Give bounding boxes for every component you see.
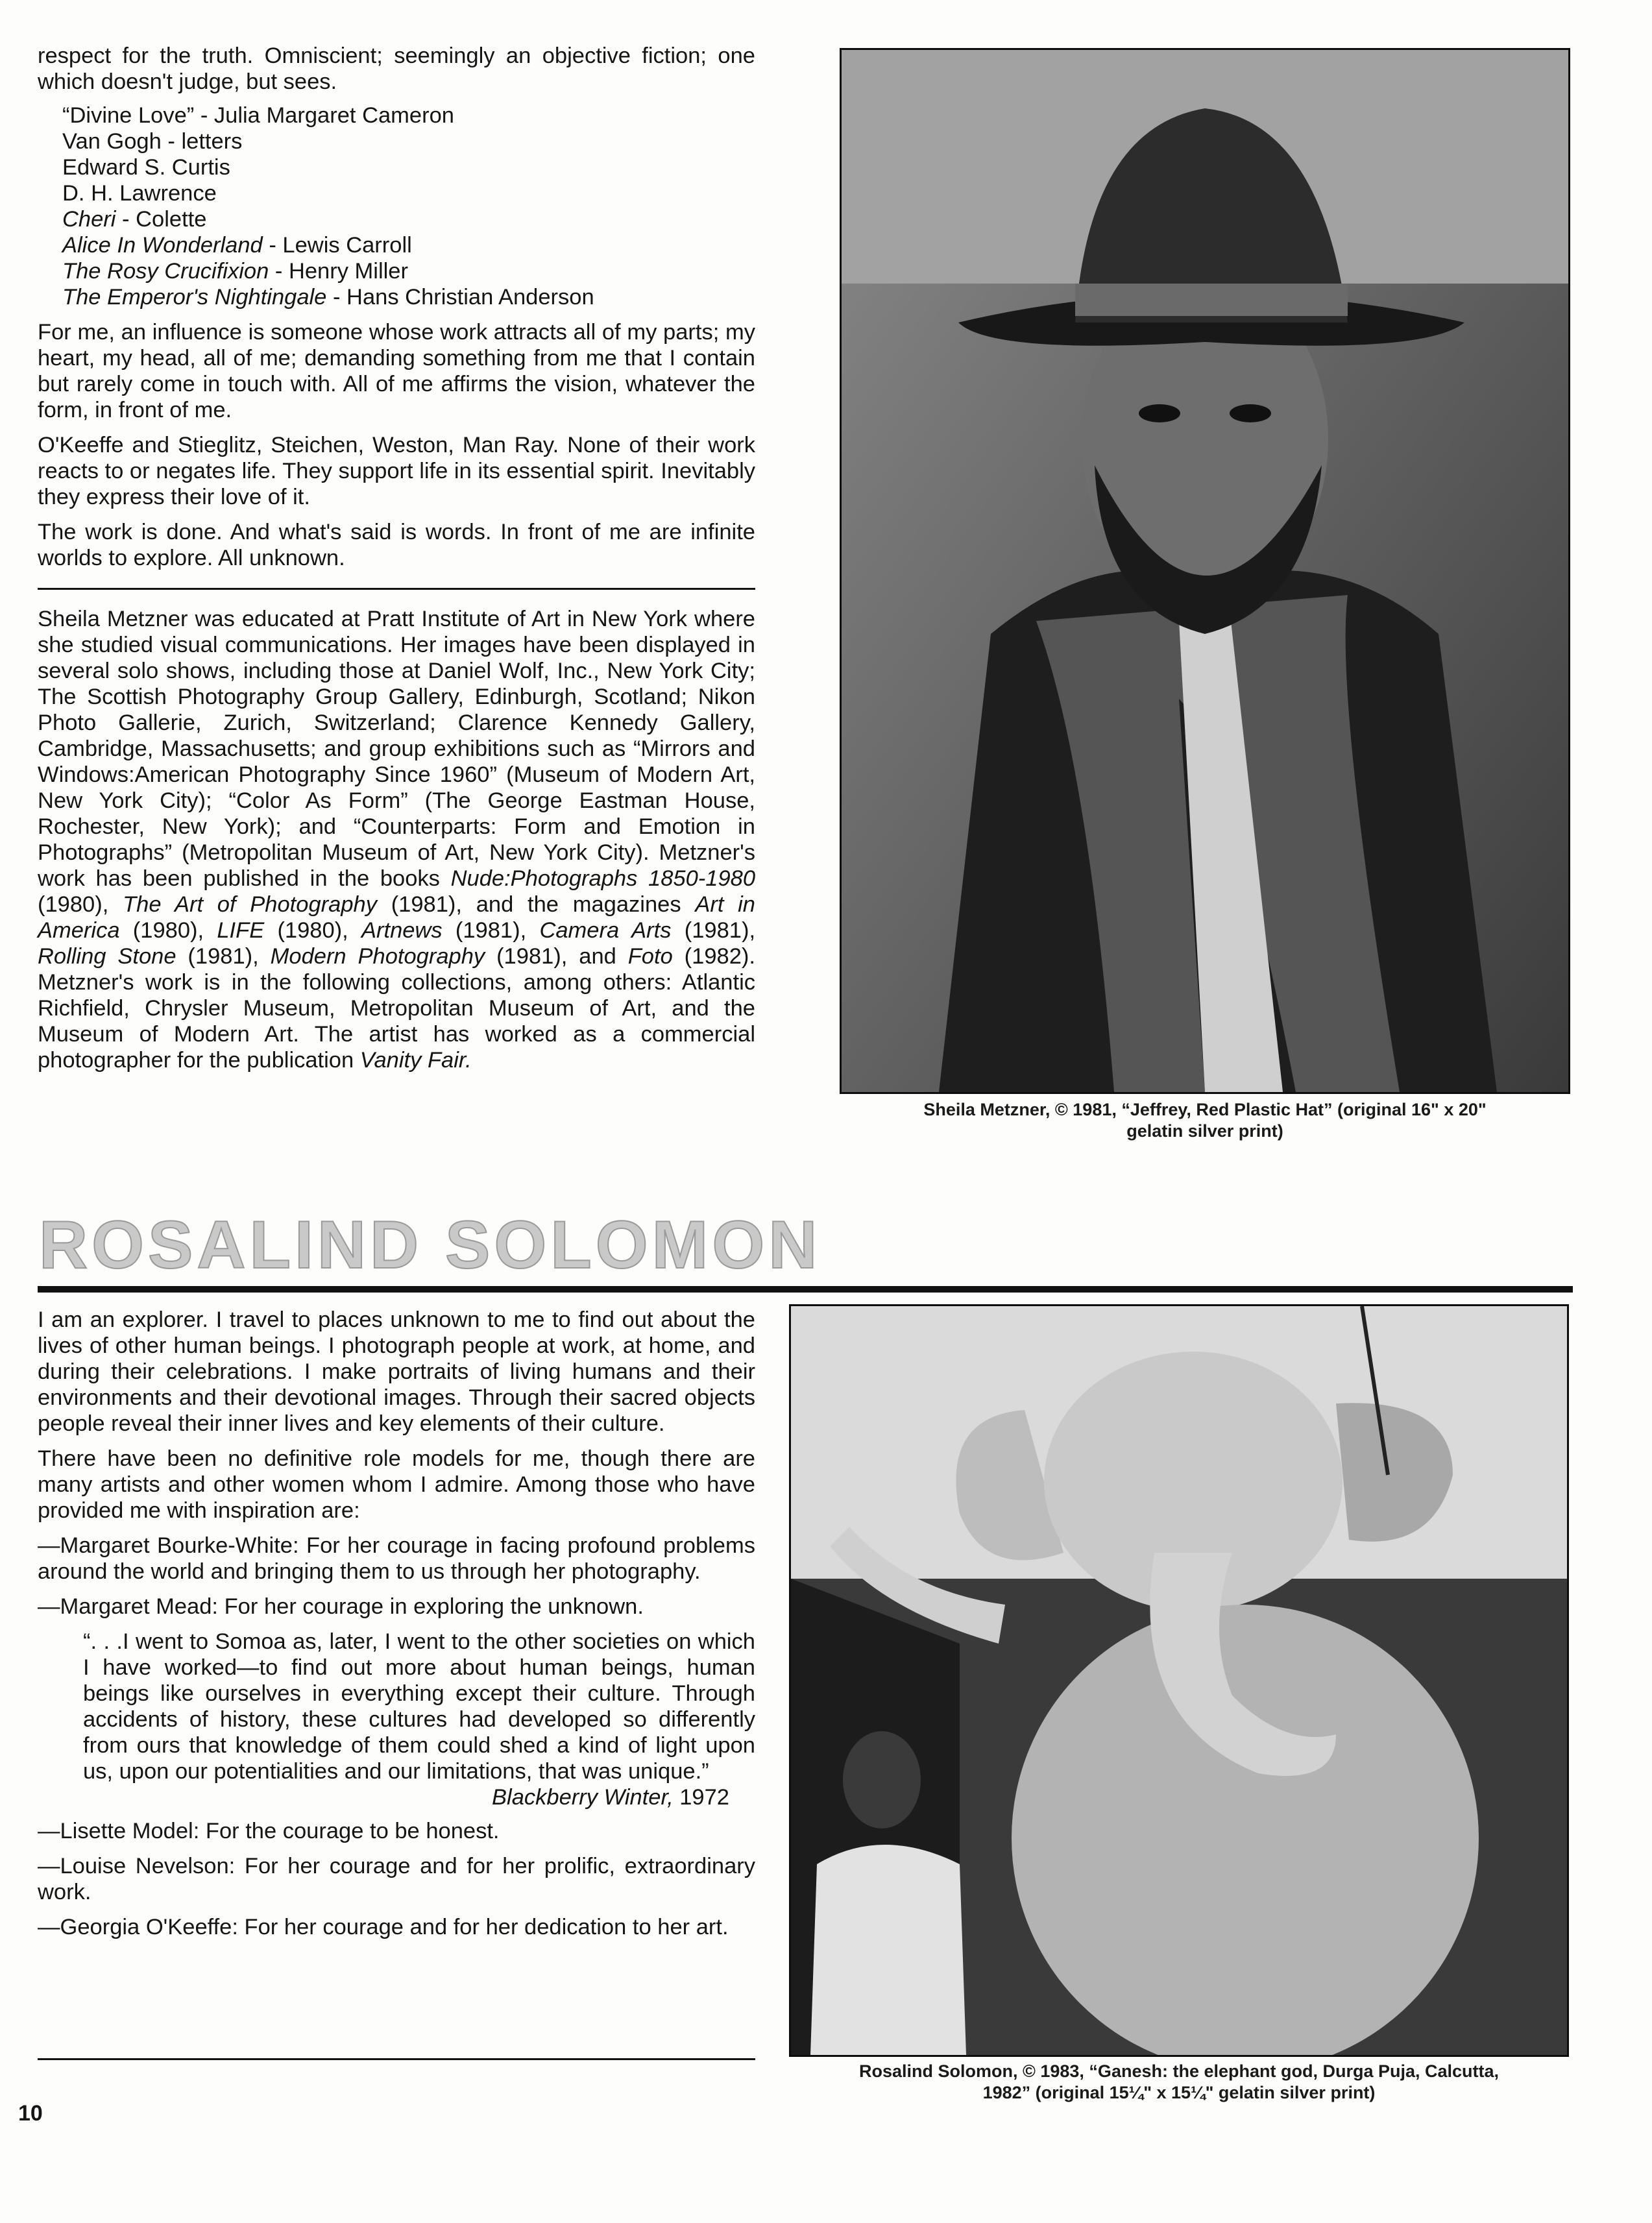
influence-item [62,284,755,310]
metzner-okeeffe-paragraph: O'Keeffe and Stieglitz, Steichen, Weston, Man Ray. None of their work reacts to or negates life. They support life in its essential spirit. Inevitably they express their love of it. [38,433,755,509]
influence-text: - Henry Miller [269,259,408,284]
influence-item [62,154,755,180]
metzner-influence-list [62,103,755,310]
bio-text: (1980), [119,918,217,943]
metzner-intro: respect for the truth. Omniscient; seemingly an objective fiction; one which doesn't judge, but sees. [38,43,755,94]
mead-quote-source [83,1784,729,1810]
nevelson-entry: —Louise Nevelson: For her courage and for her prolific, extraordinary work. [38,1854,755,1904]
influence-item [62,258,755,284]
solomon-divider [38,2058,755,2060]
solomon-caption-line2: 1982” (original 15¼" x 15¼" gelatin silver print) [982,2083,1376,2102]
bio-italic-title: Foto [627,944,673,969]
influence-item [62,180,755,206]
bio-italic-title: Camera Arts [539,918,672,943]
influence-text: Van Gogh - letters [62,129,243,154]
influence-text: D. H. Lawrence [62,181,217,206]
solomon-explorer-paragraph: I am an explorer. I travel to places unknown to me to find out about the lives of other human beings. I photograph people at work, at home, and during their celebrations. I make portraits of living humans and their environments and their devotional images. Through their sacred objects people reveal their inner lives and key elements of their culture. [38,1307,755,1436]
bio-text: Sheila Metzner was educated at Pratt Institute of Art in New York where she studied visual communications. Her images have been displayed in several solo shows, including those at Daniel Wolf, Inc., New York City; The Scottish Photography Group Gallery, Edinburgh, Scotland; Nikon Photo Gallerie, Zurich, Switzerland; Clarence Kennedy Gallery, Cambridge, Massachusetts; and group exhibitions such as “Mirrors and Windows:American Photography Since 1960” (Museum of Modern Art, New York City); “Color As Form” (The George Eastman House, Rochester, New York); and “Counterparts: Form and Emotion in Photographs” (Metropolitan Museum of Art, New York City). Metzner's work has been published in the books [38,607,755,891]
influence-text: - Colette [115,207,207,232]
portrait-image [842,50,1568,1092]
quote-source-year: 1972 [673,1785,729,1810]
bio-italic-title: Modern Photography [270,944,485,969]
bio-italic-title: Rolling Stone [38,944,176,969]
quote-source-title: Blackberry Winter, [492,1785,674,1810]
influence-title: The Emperor's Nightingale [62,285,327,310]
bio-italic-title: Art in America [38,892,755,943]
metzner-text-column [38,43,755,571]
bio-text: (1981), [176,944,271,969]
section-heading: ROSALIND SOLOMON [39,1208,821,1283]
bio-text: (1980), [264,918,362,943]
bio-text: (1982). Metzner's work is in the following collections, among others: Atlantic Richfield, Chrysler Museum, Metropolitan Museum of Art, and the Museum of Modern Art. The artist has worked as a commercial photographer for the publication [38,944,755,1073]
metzner-work-paragraph: The work is done. And what's said is words. In front of me are infinite worlds to explore. All unknown. [38,520,755,570]
metzner-photo [840,48,1570,1094]
influence-item [62,206,755,232]
heading-rule [38,1286,1573,1293]
influence-item [62,232,755,258]
metzner-caption-line2: gelatin silver print) [1126,1121,1283,1141]
mead-quote-text: “. . .I went to Somoa as, later, I went to the other societies on which I have worked—to find out more about human beings, human beings like ourselves in everything except their culture. Through accidents of history, these cultures had developed so differently from ours that knowledge of them could shed a kind of light upon us, upon our potentialities and our limitations, that was unique.” [83,1629,755,1784]
mead-quote [83,1629,755,1810]
solomon-caption-line1: Rosalind Solomon, © 1983, “Ganesh: the elephant god, Durga Puja, Calcutta, [858,2061,1500,2081]
page-number: 10 [18,2101,43,2126]
influence-text: - Hans Christian Anderson [326,285,594,310]
bio-italic-title: The Art of Photography [123,892,377,917]
bio-italic-title: Nude:Photographs 1850-1980 [450,866,756,891]
influence-item [62,103,755,128]
influence-item [62,128,755,154]
bio-text: (1981), [671,918,756,943]
bio-text: (1980), [38,892,123,917]
solomon-caption [789,2061,1569,2104]
influence-title: The Rosy Crucifixion [62,259,269,284]
influence-text: “Divine Love” - Julia Margaret Cameron [62,103,454,128]
metzner-bio-paragraph [38,606,755,1073]
bio-text: (1981), and the magazines [376,892,696,917]
influence-title: Cheri [62,207,116,232]
metzner-influence-paragraph: For me, an influence is someone whose work attracts all of my parts; my heart, my head, all of me; demanding something from me that I contain but rarely come in touch with. All of me affirms the vision, whatever the form, in front of me. [38,320,755,422]
bio-italic-title: LIFE [217,918,265,943]
okeeffe-entry: —Georgia O'Keeffe: For her courage and for her dedication to her art. [38,1915,729,1939]
solomon-models-paragraph: There have been no definitive role models for me, though there are many artists and other women whom I admire. Among those who have provided me with inspiration are: [38,1446,755,1523]
influence-title: Alice In Wonderland [62,233,263,258]
metzner-divider [38,588,755,590]
ganesh-image [791,1306,1567,2055]
solomon-photo [789,1304,1569,2057]
bourke-white-entry: —Margaret Bourke-White: For her courage in facing profound problems around the world and bringing them to us through her photography. [38,1533,755,1584]
bio-italic-title: Vanity Fair. [359,1048,472,1073]
metzner-caption [840,1099,1570,1142]
mead-entry: —Margaret Mead: For her courage in exploring the unknown. [38,1594,644,1619]
influence-text: Edward S. Curtis [62,155,230,180]
metzner-bio [38,606,755,1073]
bio-text: (1981), and [485,944,628,969]
metzner-caption-line1: Sheila Metzner, © 1981, “Jeffrey, Red Plastic Hat” (original 16" x 20" [923,1100,1487,1119]
bio-italic-title: Artnews [361,918,443,943]
bio-text: (1981), [442,918,540,943]
model-entry: —Lisette Model: For the courage to be honest. [38,1819,500,1843]
influence-text: - Lewis Carroll [262,233,412,258]
solomon-text-column [38,1307,755,1940]
